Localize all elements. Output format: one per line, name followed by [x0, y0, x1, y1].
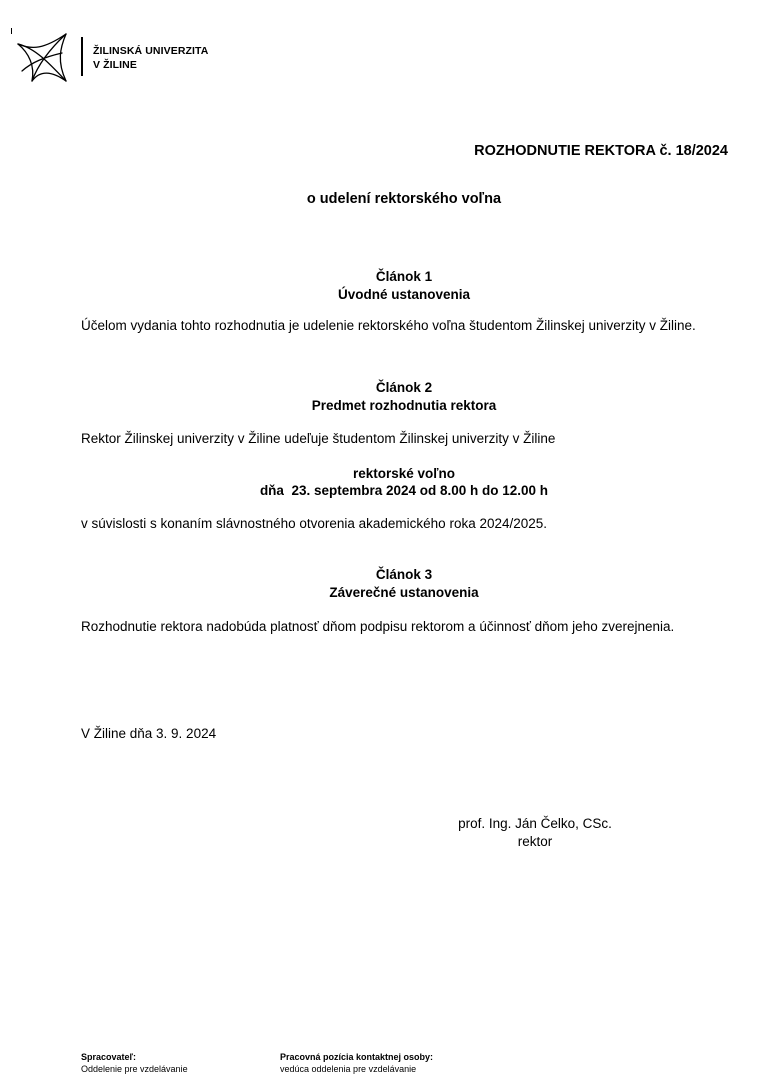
corner-mark — [11, 28, 12, 34]
logo-divider — [81, 37, 83, 76]
article-2-outro: v súvislosti s konaním slávnostného otvorenia akademického roka 2024/2025. — [81, 516, 548, 531]
article-1-title: Úvodné ustanovenia — [337, 286, 471, 302]
university-name — [93, 44, 208, 72]
article-1-text: Účelom vydania tohto rozhodnutia je udelenie rektorského voľna študentom Žilinskej univerzity v Žiline. — [81, 318, 696, 333]
university-logo-icon — [15, 31, 71, 84]
article-3-heading — [80, 566, 728, 601]
footer-processor-label: Spracovateľ: — [81, 1052, 136, 1062]
article-2-title: Predmet rozhodnutia rektora — [311, 397, 497, 413]
signatory-name: prof. Ing. Ján Čelko, CSc. — [458, 816, 612, 831]
university-name-line1: ŽILINSKÁ UNIVERZITA — [93, 45, 209, 57]
footer-processor-value: Oddelenie pre vzdelávanie — [81, 1064, 188, 1074]
place-and-date: V Žiline dňa 3. 9. 2024 — [81, 726, 217, 741]
article-2-number: Článok 2 — [375, 380, 433, 395]
document-title: ROZHODNUTIE REKTORA č. 18/2024 — [474, 143, 728, 159]
document-subtitle: o udelení rektorského voľna — [306, 191, 502, 207]
signatory-role: rektor — [517, 833, 553, 849]
footer-contact-label: Pracovná pozícia kontaktnej osoby: — [280, 1052, 434, 1062]
article-2-heading — [80, 379, 728, 414]
footer-processor — [81, 1051, 188, 1075]
article-2-highlight-2: dňa 23. septembra 2024 od 8.00 h do 12.00 h — [259, 483, 549, 498]
article-1-number: Článok 1 — [375, 269, 433, 284]
article-3-number: Článok 3 — [375, 567, 433, 582]
university-name-line2: V ŽILINE — [93, 59, 137, 71]
article-2-highlight-1: rektorské voľno — [353, 466, 455, 481]
article-1-heading — [80, 268, 728, 303]
article-2-intro: Rektor Žilinskej univerzity v Žiline udeľuje študentom Žilinskej univerzity v Žiline — [81, 431, 556, 446]
footer-contact-value: vedúca oddelenia pre vzdelávanie — [280, 1064, 417, 1074]
article-3-text: Rozhodnutie rektora nadobúda platnosť dňom podpisu rektorom a účinnosť dňom jeho zverejnenia. — [81, 619, 675, 634]
signature-block — [430, 815, 640, 850]
footer-contact — [280, 1051, 433, 1075]
article-3-title: Záverečné ustanovenia — [329, 584, 479, 600]
